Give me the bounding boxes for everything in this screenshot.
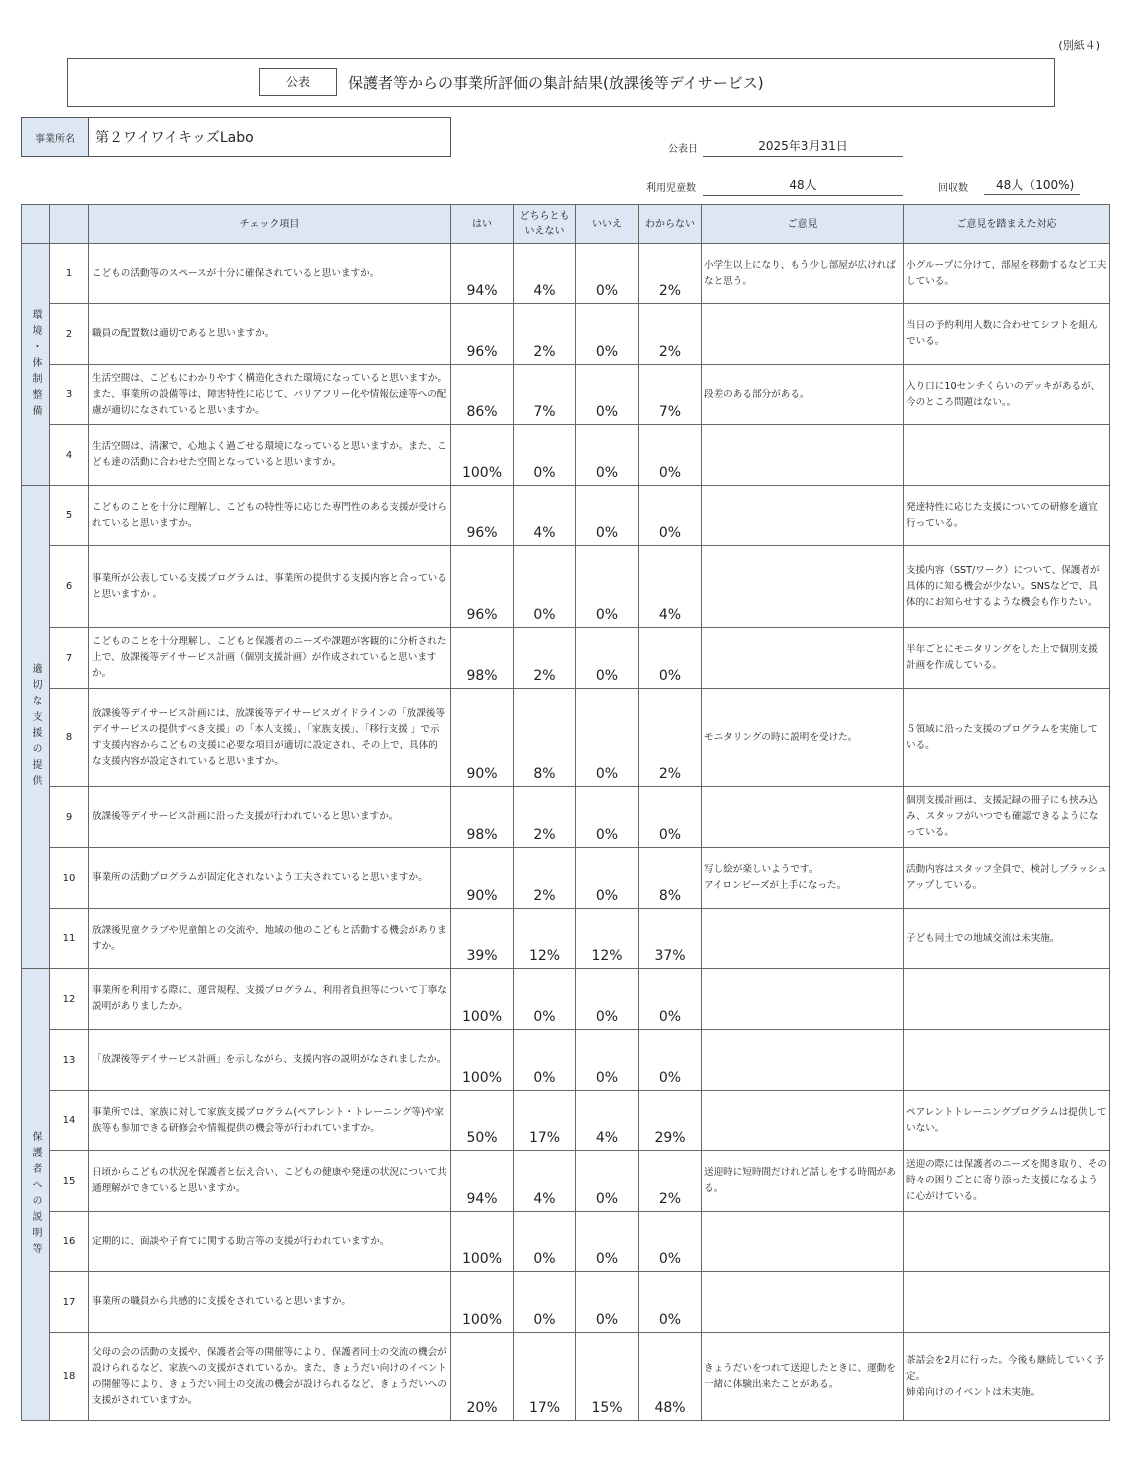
neither-percent: 2%	[514, 304, 576, 365]
unknown-percent: 0%	[639, 425, 702, 486]
item-number: 9	[50, 787, 89, 848]
header-check-item: チェック項目	[89, 205, 451, 244]
check-item: 事業所の活動プログラムが固定化されないよう工夫されていると思いますか。	[89, 848, 451, 909]
office-label: 事業所名	[22, 118, 89, 156]
children-count: 48人	[703, 176, 903, 196]
table-row	[22, 304, 1110, 365]
yes-percent: 96%	[451, 304, 514, 365]
evaluation-table	[21, 204, 1110, 1421]
yes-percent: 39%	[451, 909, 514, 969]
yes-percent: 50%	[451, 1091, 514, 1151]
table-row	[22, 689, 1110, 787]
opinion-cell	[702, 1091, 904, 1151]
check-item: 事業所が公表している支援プログラムは、事業所の提供する支援内容と合っていると思いますか 。	[89, 546, 451, 628]
opinion-cell	[702, 304, 904, 365]
check-item: 職員の配置数は適切であると思いますか。	[89, 304, 451, 365]
neither-percent: 17%	[514, 1333, 576, 1421]
no-percent: 0%	[576, 546, 639, 628]
opinion-cell: 送迎時に短時間だけれど話しをする時間がある。	[702, 1151, 904, 1212]
neither-percent: 0%	[514, 1212, 576, 1272]
yes-percent: 96%	[451, 546, 514, 628]
response-cell: 支援内容（SST/ワーク）について、保護者が具体的に知る機会が少ない。SNSなどで、具体的にお知らせするような機会も作りたい。	[904, 546, 1110, 628]
no-percent: 0%	[576, 969, 639, 1030]
title-box	[67, 58, 1055, 107]
yes-percent: 94%	[451, 1151, 514, 1212]
opinion-cell	[702, 969, 904, 1030]
check-item: こどもの活動等のスペースが十分に確保されていると思いますか。	[89, 244, 451, 304]
unknown-percent: 4%	[639, 546, 702, 628]
opinion-cell	[702, 546, 904, 628]
response-cell: 小グループに分けて、部屋を移動するなど工夫している。	[904, 244, 1110, 304]
yes-percent: 100%	[451, 1272, 514, 1333]
header-category	[22, 205, 50, 244]
header-response: ご意見を踏まえた対応	[904, 205, 1110, 244]
yes-percent: 100%	[451, 1030, 514, 1091]
table-row	[22, 1212, 1110, 1272]
annex-label: (別紙４)	[1058, 39, 1100, 52]
no-percent: 0%	[576, 425, 639, 486]
item-number: 13	[50, 1030, 89, 1091]
unknown-percent: 0%	[639, 1212, 702, 1272]
table-row	[22, 909, 1110, 969]
table-row	[22, 1333, 1110, 1421]
table-row	[22, 1091, 1110, 1151]
no-percent: 15%	[576, 1333, 639, 1421]
yes-percent: 90%	[451, 689, 514, 787]
category-label: 環境・体制整備	[30, 308, 41, 421]
no-percent: 0%	[576, 1151, 639, 1212]
item-number: 12	[50, 969, 89, 1030]
check-item: 事業所では、家族に対して家族支援プログラム(ペアレント・トレーニング等)や家族等も参加できる研修会や情報提供の機会等が行われていますか。	[89, 1091, 451, 1151]
check-item: こどものことを十分に理解し、こどもの特性等に応じた専門性のある支援が受けられていると思いますか。	[89, 486, 451, 546]
category-cell	[22, 244, 50, 486]
item-number: 15	[50, 1151, 89, 1212]
opinion-cell: 写し絵が楽しいようです。 アイロンビーズが上手になった。	[702, 848, 904, 909]
unknown-percent: 8%	[639, 848, 702, 909]
table-row	[22, 1030, 1110, 1091]
unknown-percent: 2%	[639, 689, 702, 787]
neither-percent: 17%	[514, 1091, 576, 1151]
neither-percent: 2%	[514, 628, 576, 689]
unknown-percent: 0%	[639, 969, 702, 1030]
response-cell: 個別支援計画は、支援記録の冊子にも挟み込み、スタッフがいつでも確認できるようになっている。	[904, 787, 1110, 848]
category-cell	[22, 486, 50, 969]
response-cell: 茶話会を2月に行った。今後も継続していく予定。 姉弟向けのイベントは未実施。	[904, 1333, 1110, 1421]
response-cell	[904, 1212, 1110, 1272]
children-count-label: 利用児童数	[646, 183, 696, 194]
table-row	[22, 787, 1110, 848]
neither-percent: 7%	[514, 365, 576, 425]
no-percent: 0%	[576, 848, 639, 909]
no-percent: 4%	[576, 1091, 639, 1151]
no-percent: 0%	[576, 1030, 639, 1091]
unknown-percent: 7%	[639, 365, 702, 425]
neither-percent: 12%	[514, 909, 576, 969]
yes-percent: 100%	[451, 425, 514, 486]
unknown-percent: 0%	[639, 787, 702, 848]
check-item: 日頃からこどもの状況を保護者と伝え合い、こどもの健康や発達の状況について共通理解ができていると思いますか。	[89, 1151, 451, 1212]
neither-percent: 8%	[514, 689, 576, 787]
unknown-percent: 2%	[639, 1151, 702, 1212]
response-cell	[904, 1030, 1110, 1091]
item-number: 11	[50, 909, 89, 969]
no-percent: 0%	[576, 1212, 639, 1272]
yes-percent: 96%	[451, 486, 514, 546]
table-body	[22, 244, 1110, 1421]
item-number: 8	[50, 689, 89, 787]
yes-percent: 98%	[451, 787, 514, 848]
opinion-cell: 小学生以上になり、もう少し部屋が広ければなと思う。	[702, 244, 904, 304]
header-unknown: わからない	[639, 205, 702, 244]
item-number: 17	[50, 1272, 89, 1333]
item-number: 10	[50, 848, 89, 909]
response-cell: ５領域に沿った支援のプログラムを実施している。	[904, 689, 1110, 787]
table-row	[22, 848, 1110, 909]
table-row	[22, 425, 1110, 486]
table-row	[22, 1272, 1110, 1333]
response-cell	[904, 425, 1110, 486]
opinion-cell: きょうだいをつれて送迎したときに、運動を一緒に体験出来たことがある。	[702, 1333, 904, 1421]
check-item: 放課後等デイサービス計画に沿った支援が行われていると思いますか。	[89, 787, 451, 848]
response-cell: 発達特性に応じた支援についての研修を適宜行っている。	[904, 486, 1110, 546]
category-cell	[22, 969, 50, 1421]
neither-percent: 4%	[514, 1151, 576, 1212]
opinion-cell: 段差のある部分がある。	[702, 365, 904, 425]
unknown-percent: 37%	[639, 909, 702, 969]
header-number	[50, 205, 89, 244]
item-number: 7	[50, 628, 89, 689]
no-percent: 0%	[576, 689, 639, 787]
check-item: こどものことを十分理解し、こどもと保護者のニーズや課題が客観的に分析された上で、放課後等デイサービス計画（個別支援計画）が作成されていると思いますか。	[89, 628, 451, 689]
item-number: 3	[50, 365, 89, 425]
neither-percent: 2%	[514, 848, 576, 909]
unknown-percent: 29%	[639, 1091, 702, 1151]
table-row	[22, 486, 1110, 546]
table-row	[22, 365, 1110, 425]
opinion-cell	[702, 1212, 904, 1272]
yes-percent: 98%	[451, 628, 514, 689]
yes-percent: 100%	[451, 969, 514, 1030]
public-badge: 公表	[259, 68, 337, 96]
no-percent: 0%	[576, 787, 639, 848]
office-box	[21, 117, 451, 157]
unknown-percent: 2%	[639, 244, 702, 304]
opinion-cell	[702, 486, 904, 546]
no-percent: 0%	[576, 1272, 639, 1333]
header-yes: はい	[451, 205, 514, 244]
item-number: 5	[50, 486, 89, 546]
yes-percent: 86%	[451, 365, 514, 425]
table-row	[22, 1151, 1110, 1212]
response-cell: 入り口に10センチくらいのデッキがあるが、今のところ問題はない。。	[904, 365, 1110, 425]
publish-date-label: 公表日	[668, 144, 698, 155]
opinion-cell	[702, 909, 904, 969]
item-number: 4	[50, 425, 89, 486]
unknown-percent: 0%	[639, 1030, 702, 1091]
response-cell	[904, 1272, 1110, 1333]
table-header-row	[22, 205, 1110, 244]
unknown-percent: 0%	[639, 628, 702, 689]
opinion-cell	[702, 1030, 904, 1091]
check-item: 放課後児童クラブや児童館との交流や、地域の他のこどもと活動する機会がありますか。	[89, 909, 451, 969]
header-neither: どちらとも いえない	[514, 205, 576, 244]
neither-percent: 0%	[514, 425, 576, 486]
opinion-cell	[702, 1272, 904, 1333]
check-item: 生活空間は、清潔で、心地よく過ごせる環境になっていると思いますか。また、こども達の活動に合わせた空間となっていると思いますか。	[89, 425, 451, 486]
check-item: 父母の会の活動の支援や、保護者会等の開催等により、保護者同士の交流の機会が設けられるなど、家族への支援がされているか。また、きょうだい向けのイベントの開催等により、きょうだい同士の交流の機会が設けられるなど、きょうだいへの支援がされていますか。	[89, 1333, 451, 1421]
opinion-cell: モニタリングの時に説明を受けた。	[702, 689, 904, 787]
neither-percent: 0%	[514, 1272, 576, 1333]
no-percent: 0%	[576, 628, 639, 689]
item-number: 6	[50, 546, 89, 628]
item-number: 2	[50, 304, 89, 365]
response-cell: 半年ごとにモニタリングをした上で個別支援計画を作成している。	[904, 628, 1110, 689]
check-item: 事業所を利用する際に、運営規程、支援プログラム、利用者負担等について丁寧な説明がありましたか。	[89, 969, 451, 1030]
no-percent: 12%	[576, 909, 639, 969]
header-no: いいえ	[576, 205, 639, 244]
unknown-percent: 48%	[639, 1333, 702, 1421]
no-percent: 0%	[576, 304, 639, 365]
check-item: 事業所の職員から共感的に支援をされていると思いますか。	[89, 1272, 451, 1333]
responses-count: 48人（100%)	[984, 176, 1080, 195]
check-item: 生活空間は、こどもにわかりやすく構造化された環境になっていると思いますか。また、事業所の設備等は、障害特性に応じて、バリアフリー化や情報伝達等への配慮が適切になされていると思いますか。	[89, 365, 451, 425]
neither-percent: 2%	[514, 787, 576, 848]
neither-percent: 0%	[514, 969, 576, 1030]
no-percent: 0%	[576, 365, 639, 425]
item-number: 18	[50, 1333, 89, 1421]
item-number: 14	[50, 1091, 89, 1151]
opinion-cell	[702, 425, 904, 486]
check-item: 放課後等デイサービス計画には、放課後等デイサービスガイドラインの「放課後等デイサービスの提供すべき支援」の「本人支援」、「家族支援」、「移行支援 」で示す支援内容からこどもの支援に必要な項目が適切に設定され、その上で、具体的な支援内容が設定されていると思いますか。	[89, 689, 451, 787]
page-title: 保護者等からの事業所評価の集計結果(放課後等デイサービス)	[348, 74, 764, 92]
neither-percent: 0%	[514, 1030, 576, 1091]
check-item: 定期的に、面談や子育てに関する助言等の支援が行われていますか。	[89, 1212, 451, 1272]
neither-percent: 0%	[514, 546, 576, 628]
no-percent: 0%	[576, 486, 639, 546]
yes-percent: 90%	[451, 848, 514, 909]
table-row	[22, 244, 1110, 304]
item-number: 16	[50, 1212, 89, 1272]
neither-percent: 4%	[514, 244, 576, 304]
response-cell: 当日の予約利用人数に合わせてシフトを組んでいる。	[904, 304, 1110, 365]
response-cell	[904, 969, 1110, 1030]
table-row	[22, 546, 1110, 628]
category-label: 適切な支援の提供	[30, 663, 41, 791]
response-cell: ペアレントトレーニングプログラムは提供していない。	[904, 1091, 1110, 1151]
responses-label: 回収数	[938, 183, 968, 194]
publish-date: 2025年3月31日	[703, 137, 903, 157]
yes-percent: 20%	[451, 1333, 514, 1421]
header-opinion: ご意見	[702, 205, 904, 244]
response-cell: 送迎の際には保護者のニーズを聞き取り、その時々の困りごとに寄り添った支援になるように心がけている。	[904, 1151, 1110, 1212]
no-percent: 0%	[576, 244, 639, 304]
table-row	[22, 628, 1110, 689]
unknown-percent: 0%	[639, 486, 702, 546]
opinion-cell	[702, 787, 904, 848]
check-item: 「放課後等デイサービス計画」を示しながら、支援内容の説明がなされましたか。	[89, 1030, 451, 1091]
yes-percent: 94%	[451, 244, 514, 304]
category-label: 保護者への説明等	[30, 1130, 41, 1259]
yes-percent: 100%	[451, 1212, 514, 1272]
office-name: 第２ワイワイキッズLabo	[95, 130, 254, 146]
unknown-percent: 0%	[639, 1272, 702, 1333]
item-number: 1	[50, 244, 89, 304]
table-row	[22, 969, 1110, 1030]
neither-percent: 4%	[514, 486, 576, 546]
response-cell: 活動内容はスタッフ全員で、検討しブラッシュアップしている。	[904, 848, 1110, 909]
unknown-percent: 2%	[639, 304, 702, 365]
opinion-cell	[702, 628, 904, 689]
response-cell: 子ども同士での地域交流は未実施。	[904, 909, 1110, 969]
